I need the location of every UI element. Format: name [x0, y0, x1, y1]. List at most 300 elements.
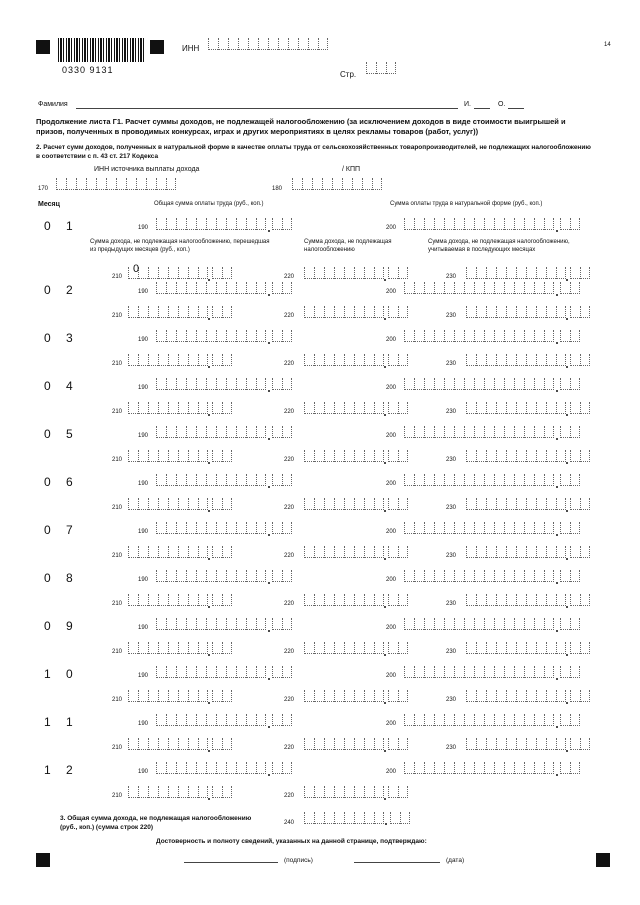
input-cell[interactable]: [580, 450, 590, 462]
input-cell[interactable]: [444, 218, 454, 230]
input-cell[interactable]: [218, 38, 228, 50]
input-cell[interactable]: [158, 738, 168, 750]
input-cell[interactable]: [504, 474, 514, 486]
input-cell[interactable]: [168, 402, 178, 414]
input-cell[interactable]: [304, 498, 314, 510]
input-cell[interactable]: [344, 546, 354, 558]
input-cell[interactable]: [466, 498, 476, 510]
input-cell[interactable]: [216, 570, 226, 582]
input-cell[interactable]: [138, 354, 148, 366]
input-cell[interactable]: [206, 282, 216, 294]
month-06-field-210-kopecks[interactable]: [212, 498, 232, 510]
input-cell[interactable]: [526, 642, 536, 654]
input-cell[interactable]: [166, 178, 176, 190]
input-cell[interactable]: [354, 690, 364, 702]
input-cell[interactable]: [560, 218, 570, 230]
month-03-field-190-kopecks[interactable]: [272, 330, 292, 342]
input-cell[interactable]: [484, 762, 494, 774]
input-cell[interactable]: [580, 642, 590, 654]
input-cell[interactable]: [388, 546, 398, 558]
input-cell[interactable]: [570, 330, 580, 342]
input-cell[interactable]: [138, 642, 148, 654]
input-cell[interactable]: [560, 570, 570, 582]
input-cell[interactable]: [116, 178, 126, 190]
input-cell[interactable]: [188, 354, 198, 366]
input-cell[interactable]: [314, 267, 324, 279]
input-cell[interactable]: [374, 642, 384, 654]
input-cell[interactable]: [216, 666, 226, 678]
month-12-field-220-integer[interactable]: [304, 786, 384, 798]
input-cell[interactable]: [524, 618, 534, 630]
input-cell[interactable]: [334, 594, 344, 606]
input-cell[interactable]: [484, 330, 494, 342]
input-cell[interactable]: [474, 666, 484, 678]
input-cell[interactable]: [536, 594, 546, 606]
input-cell[interactable]: [374, 546, 384, 558]
input-cell[interactable]: [334, 546, 344, 558]
input-cell[interactable]: [474, 618, 484, 630]
input-cell[interactable]: [106, 178, 116, 190]
input-cell[interactable]: [148, 450, 158, 462]
month-04-field-190-kopecks[interactable]: [272, 378, 292, 390]
input-cell[interactable]: [414, 714, 424, 726]
input-cell[interactable]: [486, 267, 496, 279]
input-cell[interactable]: [404, 618, 414, 630]
input-cell[interactable]: [226, 474, 236, 486]
input-cell[interactable]: [216, 618, 226, 630]
input-cell[interactable]: [324, 306, 334, 318]
input-cell[interactable]: [282, 282, 292, 294]
input-cell[interactable]: [128, 690, 138, 702]
input-cell[interactable]: [464, 714, 474, 726]
input-cell[interactable]: [494, 282, 504, 294]
input-cell[interactable]: [494, 218, 504, 230]
input-cell[interactable]: [314, 786, 324, 798]
input-cell[interactable]: [176, 570, 186, 582]
input-cell[interactable]: [324, 812, 334, 824]
input-cell[interactable]: [128, 594, 138, 606]
input-cell[interactable]: [494, 522, 504, 534]
input-cell[interactable]: [188, 450, 198, 462]
input-cell[interactable]: [454, 378, 464, 390]
input-cell[interactable]: [496, 498, 506, 510]
input-cell[interactable]: [96, 178, 106, 190]
input-cell[interactable]: [226, 762, 236, 774]
input-cell[interactable]: [424, 666, 434, 678]
input-cell[interactable]: [516, 642, 526, 654]
input-cell[interactable]: [514, 618, 524, 630]
input-cell[interactable]: [534, 522, 544, 534]
input-cell[interactable]: [534, 426, 544, 438]
month-04-field-190-integer[interactable]: [156, 378, 266, 390]
input-cell[interactable]: [516, 690, 526, 702]
input-cell[interactable]: [282, 666, 292, 678]
input-cell[interactable]: [454, 666, 464, 678]
input-cell[interactable]: [236, 378, 246, 390]
input-cell[interactable]: [476, 498, 486, 510]
input-cell[interactable]: [138, 450, 148, 462]
input-cell[interactable]: [206, 218, 216, 230]
input-cell[interactable]: [196, 666, 206, 678]
input-cell[interactable]: [344, 498, 354, 510]
input-cell[interactable]: [496, 402, 506, 414]
input-cell[interactable]: [334, 642, 344, 654]
input-cell[interactable]: [544, 474, 554, 486]
input-cell[interactable]: [314, 498, 324, 510]
input-cell[interactable]: [556, 306, 566, 318]
input-cell[interactable]: [272, 474, 282, 486]
input-cell[interactable]: [398, 690, 408, 702]
input-cell[interactable]: [434, 666, 444, 678]
input-cell[interactable]: [222, 306, 232, 318]
input-cell[interactable]: [304, 690, 314, 702]
input-cell[interactable]: [496, 642, 506, 654]
input-cell[interactable]: [212, 546, 222, 558]
input-cell[interactable]: [334, 498, 344, 510]
input-cell[interactable]: [324, 642, 334, 654]
input-cell[interactable]: [256, 426, 266, 438]
input-cell[interactable]: [580, 267, 590, 279]
input-cell[interactable]: [486, 642, 496, 654]
month-11-field-220-integer[interactable]: [304, 738, 384, 750]
input-cell[interactable]: [556, 450, 566, 462]
month-08-field-200-integer[interactable]: [404, 570, 554, 582]
input-cell[interactable]: [56, 178, 66, 190]
input-cell[interactable]: [282, 714, 292, 726]
input-cell[interactable]: [404, 330, 414, 342]
input-cell[interactable]: [506, 498, 516, 510]
input-cell[interactable]: [196, 762, 206, 774]
input-cell[interactable]: [464, 378, 474, 390]
month-04-field-220-integer[interactable]: [304, 402, 384, 414]
month-07-field-200-kopecks[interactable]: [560, 522, 580, 534]
month-01-field-230-integer[interactable]: [466, 267, 566, 279]
input-cell[interactable]: [304, 642, 314, 654]
input-cell[interactable]: [212, 354, 222, 366]
input-cell[interactable]: [334, 690, 344, 702]
input-cell[interactable]: [236, 570, 246, 582]
input-cell[interactable]: [570, 570, 580, 582]
input-cell[interactable]: [534, 618, 544, 630]
input-cell[interactable]: [188, 498, 198, 510]
input-cell[interactable]: [138, 402, 148, 414]
input-cell[interactable]: [364, 642, 374, 654]
input-cell[interactable]: [272, 570, 282, 582]
input-cell[interactable]: [374, 402, 384, 414]
input-cell[interactable]: [504, 714, 514, 726]
input-cell[interactable]: [334, 354, 344, 366]
input-cell[interactable]: [486, 546, 496, 558]
input-cell[interactable]: [324, 450, 334, 462]
input-cell[interactable]: [474, 570, 484, 582]
month-03-field-190-integer[interactable]: [156, 330, 266, 342]
input-cell[interactable]: [404, 570, 414, 582]
input-cell[interactable]: [454, 218, 464, 230]
input-cell[interactable]: [166, 282, 176, 294]
initial-i-field[interactable]: [474, 108, 490, 109]
input-cell[interactable]: [526, 546, 536, 558]
input-cell[interactable]: [188, 594, 198, 606]
month-04-field-230-integer[interactable]: [466, 402, 566, 414]
input-cell[interactable]: [398, 306, 408, 318]
input-cell[interactable]: [362, 178, 372, 190]
month-01-field-190-integer[interactable]: [156, 218, 266, 230]
input-cell[interactable]: [570, 267, 580, 279]
input-cell[interactable]: [580, 594, 590, 606]
input-cell[interactable]: [374, 498, 384, 510]
input-cell[interactable]: [188, 546, 198, 558]
month-12-field-210-kopecks[interactable]: [212, 786, 232, 798]
input-cell[interactable]: [216, 282, 226, 294]
input-cell[interactable]: [166, 762, 176, 774]
input-cell[interactable]: [236, 522, 246, 534]
month-11-field-230-kopecks[interactable]: [570, 738, 590, 750]
input-cell[interactable]: [434, 330, 444, 342]
month-06-field-210-integer[interactable]: [128, 498, 208, 510]
input-cell[interactable]: [474, 762, 484, 774]
month-02-field-230-integer[interactable]: [466, 306, 566, 318]
input-cell[interactable]: [388, 267, 398, 279]
input-cell[interactable]: [344, 738, 354, 750]
input-cell[interactable]: [206, 762, 216, 774]
input-cell[interactable]: [536, 402, 546, 414]
input-cell[interactable]: [236, 282, 246, 294]
input-cell[interactable]: [198, 594, 208, 606]
input-cell[interactable]: [324, 354, 334, 366]
month-07-field-220-kopecks[interactable]: [388, 546, 408, 558]
input-cell[interactable]: [314, 306, 324, 318]
input-cell[interactable]: [434, 474, 444, 486]
input-cell[interactable]: [546, 690, 556, 702]
input-cell[interactable]: [314, 690, 324, 702]
input-cell[interactable]: [546, 306, 556, 318]
input-cell[interactable]: [128, 354, 138, 366]
input-cell[interactable]: [186, 218, 196, 230]
input-cell[interactable]: [216, 218, 226, 230]
input-cell[interactable]: [176, 282, 186, 294]
input-cell[interactable]: [484, 666, 494, 678]
input-cell[interactable]: [434, 522, 444, 534]
month-11-field-230-integer[interactable]: [466, 738, 566, 750]
input-cell[interactable]: [570, 218, 580, 230]
input-cell[interactable]: [186, 570, 196, 582]
input-cell[interactable]: [148, 642, 158, 654]
input-cell[interactable]: [206, 426, 216, 438]
input-cell[interactable]: [414, 282, 424, 294]
month-03-field-230-integer[interactable]: [466, 354, 566, 366]
input-cell[interactable]: [434, 618, 444, 630]
month-04-field-220-kopecks[interactable]: [388, 402, 408, 414]
input-cell[interactable]: [466, 642, 476, 654]
input-cell[interactable]: [66, 178, 76, 190]
input-cell[interactable]: [246, 218, 256, 230]
input-cell[interactable]: [178, 786, 188, 798]
month-06-field-230-integer[interactable]: [466, 498, 566, 510]
input-cell[interactable]: [444, 714, 454, 726]
input-cell[interactable]: [364, 354, 374, 366]
input-cell[interactable]: [464, 570, 474, 582]
input-cell[interactable]: [454, 474, 464, 486]
input-cell[interactable]: [156, 178, 166, 190]
input-cell[interactable]: [212, 690, 222, 702]
month-04-field-210-integer[interactable]: [128, 402, 208, 414]
input-cell[interactable]: [466, 546, 476, 558]
inn-field[interactable]: [208, 38, 328, 50]
month-12-field-200-integer[interactable]: [404, 762, 554, 774]
input-cell[interactable]: [476, 354, 486, 366]
month-10-field-200-kopecks[interactable]: [560, 666, 580, 678]
input-cell[interactable]: [226, 426, 236, 438]
input-cell[interactable]: [474, 218, 484, 230]
month-05-field-230-integer[interactable]: [466, 450, 566, 462]
payer-inn-field[interactable]: [56, 178, 176, 190]
month-08-field-220-integer[interactable]: [304, 594, 384, 606]
input-cell[interactable]: [546, 402, 556, 414]
input-cell[interactable]: [196, 570, 206, 582]
input-cell[interactable]: [546, 498, 556, 510]
input-cell[interactable]: [364, 690, 374, 702]
input-cell[interactable]: [524, 762, 534, 774]
input-cell[interactable]: [138, 306, 148, 318]
input-cell[interactable]: [484, 378, 494, 390]
input-cell[interactable]: [314, 402, 324, 414]
input-cell[interactable]: [560, 618, 570, 630]
month-09-field-200-kopecks[interactable]: [560, 618, 580, 630]
input-cell[interactable]: [400, 812, 410, 824]
input-cell[interactable]: [288, 38, 298, 50]
input-cell[interactable]: [454, 330, 464, 342]
input-cell[interactable]: [148, 402, 158, 414]
input-cell[interactable]: [168, 546, 178, 558]
input-cell[interactable]: [388, 786, 398, 798]
input-cell[interactable]: [364, 786, 374, 798]
input-cell[interactable]: [76, 178, 86, 190]
input-cell[interactable]: [272, 218, 282, 230]
input-cell[interactable]: [514, 570, 524, 582]
input-cell[interactable]: [206, 378, 216, 390]
input-cell[interactable]: [188, 402, 198, 414]
input-cell[interactable]: [526, 450, 536, 462]
input-cell[interactable]: [398, 738, 408, 750]
input-cell[interactable]: [374, 267, 384, 279]
input-cell[interactable]: [424, 218, 434, 230]
input-cell[interactable]: [414, 426, 424, 438]
input-cell[interactable]: [476, 546, 486, 558]
input-cell[interactable]: [128, 738, 138, 750]
input-cell[interactable]: [148, 306, 158, 318]
input-cell[interactable]: [424, 474, 434, 486]
input-cell[interactable]: [222, 450, 232, 462]
month-11-field-220-kopecks[interactable]: [388, 738, 408, 750]
month-02-field-200-integer[interactable]: [404, 282, 554, 294]
input-cell[interactable]: [464, 762, 474, 774]
input-cell[interactable]: [570, 714, 580, 726]
input-cell[interactable]: [544, 330, 554, 342]
input-cell[interactable]: [176, 762, 186, 774]
input-cell[interactable]: [504, 666, 514, 678]
month-10-field-190-kopecks[interactable]: [272, 666, 292, 678]
input-cell[interactable]: [466, 306, 476, 318]
input-cell[interactable]: [486, 306, 496, 318]
input-cell[interactable]: [404, 378, 414, 390]
input-cell[interactable]: [364, 306, 374, 318]
input-cell[interactable]: [304, 786, 314, 798]
input-cell[interactable]: [354, 594, 364, 606]
input-cell[interactable]: [484, 474, 494, 486]
input-cell[interactable]: [256, 474, 266, 486]
input-cell[interactable]: [344, 594, 354, 606]
input-cell[interactable]: [444, 522, 454, 534]
input-cell[interactable]: [148, 738, 158, 750]
input-cell[interactable]: [496, 594, 506, 606]
month-05-field-220-integer[interactable]: [304, 450, 384, 462]
input-cell[interactable]: [282, 618, 292, 630]
input-cell[interactable]: [388, 498, 398, 510]
input-cell[interactable]: [570, 738, 580, 750]
month-03-field-220-integer[interactable]: [304, 354, 384, 366]
input-cell[interactable]: [128, 450, 138, 462]
input-cell[interactable]: [196, 474, 206, 486]
input-cell[interactable]: [496, 306, 506, 318]
input-cell[interactable]: [524, 570, 534, 582]
input-cell[interactable]: [178, 738, 188, 750]
input-cell[interactable]: [536, 690, 546, 702]
input-cell[interactable]: [86, 178, 96, 190]
month-07-field-210-integer[interactable]: [128, 546, 208, 558]
input-cell[interactable]: [514, 378, 524, 390]
input-cell[interactable]: [514, 282, 524, 294]
input-cell[interactable]: [176, 426, 186, 438]
input-cell[interactable]: [534, 330, 544, 342]
month-03-field-210-integer[interactable]: [128, 354, 208, 366]
input-cell[interactable]: [546, 642, 556, 654]
input-cell[interactable]: [168, 786, 178, 798]
input-cell[interactable]: [560, 474, 570, 486]
input-cell[interactable]: [318, 38, 328, 50]
input-cell[interactable]: [334, 812, 344, 824]
input-cell[interactable]: [148, 594, 158, 606]
input-cell[interactable]: [388, 402, 398, 414]
input-cell[interactable]: [374, 594, 384, 606]
month-07-field-190-kopecks[interactable]: [272, 522, 292, 534]
input-cell[interactable]: [580, 354, 590, 366]
input-cell[interactable]: [444, 426, 454, 438]
month-05-field-190-integer[interactable]: [156, 426, 266, 438]
input-cell[interactable]: [344, 402, 354, 414]
input-cell[interactable]: [524, 282, 534, 294]
input-cell[interactable]: [494, 714, 504, 726]
input-cell[interactable]: [354, 642, 364, 654]
input-cell[interactable]: [506, 267, 516, 279]
month-08-field-210-kopecks[interactable]: [212, 594, 232, 606]
input-cell[interactable]: [476, 267, 486, 279]
month-05-field-190-kopecks[interactable]: [272, 426, 292, 438]
input-cell[interactable]: [474, 714, 484, 726]
input-cell[interactable]: [580, 306, 590, 318]
input-cell[interactable]: [556, 642, 566, 654]
month-06-field-220-integer[interactable]: [304, 498, 384, 510]
input-cell[interactable]: [246, 426, 256, 438]
input-cell[interactable]: [198, 306, 208, 318]
month-02-field-220-integer[interactable]: [304, 306, 384, 318]
input-cell[interactable]: [166, 714, 176, 726]
input-cell[interactable]: [514, 522, 524, 534]
input-cell[interactable]: [524, 426, 534, 438]
input-cell[interactable]: [212, 306, 222, 318]
input-cell[interactable]: [324, 594, 334, 606]
input-cell[interactable]: [258, 38, 268, 50]
month-04-field-200-kopecks[interactable]: [560, 378, 580, 390]
